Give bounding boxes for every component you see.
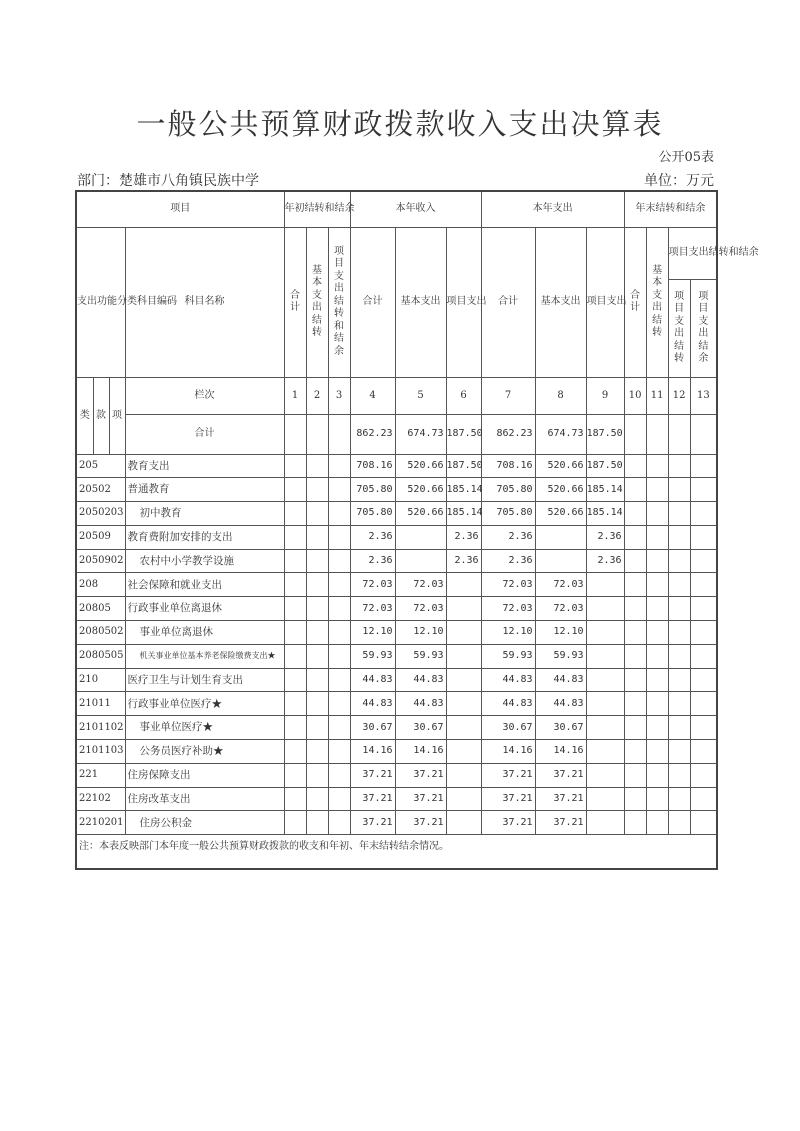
row-name: 住房公积金	[125, 811, 284, 835]
row-expense-total: 37.21	[481, 787, 535, 811]
row-name: 医疗卫生与计划生育支出	[125, 668, 284, 692]
row-name: 农村中小学教学设施	[125, 549, 284, 573]
row-income-basic: 14.16	[395, 740, 446, 764]
row-income-total: 72.03	[350, 597, 395, 621]
header-begin-project-carry: 项目支出结转和结余	[334, 245, 345, 357]
total-expense-total: 862.23	[481, 414, 535, 454]
row-income-project: 185.14	[446, 502, 481, 526]
row-code: 2080505	[76, 644, 125, 668]
table-row	[76, 787, 717, 811]
page-title: 一般公共预算财政拨款收入支出决算表	[136, 107, 664, 141]
row-code: 2101103	[76, 740, 125, 764]
table-row	[76, 621, 717, 645]
row-code: 210	[76, 668, 125, 692]
row-code: 208	[76, 573, 125, 597]
row-expense-basic: 520.66	[535, 454, 586, 478]
department-label: 部门：楚雄市八角镇民族中学	[77, 173, 259, 189]
row-expense-basic: 14.16	[535, 740, 586, 764]
row-expense-total: 37.21	[481, 811, 535, 835]
header-expense-project: 项目支出	[586, 227, 624, 377]
row-income-basic: 44.83	[395, 692, 446, 716]
row-name: 机关事业单位基本养老保险缴费支出★	[125, 644, 284, 668]
row-income-basic: 59.93	[395, 644, 446, 668]
row-income-total: 2.36	[350, 525, 395, 549]
row-expense-basic	[535, 525, 586, 549]
row-income-project	[446, 668, 481, 692]
row-expense-basic: 30.67	[535, 716, 586, 740]
col-num: 10	[624, 377, 646, 414]
row-income-total: 705.80	[350, 478, 395, 502]
row-income-project	[446, 787, 481, 811]
row-expense-basic: 72.03	[535, 573, 586, 597]
row-name: 事业单位离退休	[125, 621, 284, 645]
row-expense-project	[586, 644, 624, 668]
table-row	[76, 502, 717, 526]
row-expense-project	[586, 763, 624, 787]
row-expense-project	[586, 573, 624, 597]
total-expense-basic: 674.73	[535, 414, 586, 454]
row-income-project	[446, 621, 481, 645]
row-income-total: 44.83	[350, 692, 395, 716]
row-income-project	[446, 763, 481, 787]
row-income-total: 44.83	[350, 668, 395, 692]
row-expense-basic: 520.66	[535, 502, 586, 526]
row-income-basic: 37.21	[395, 811, 446, 835]
table-row	[76, 716, 717, 740]
row-code: 2210201	[76, 811, 125, 835]
header-end-project-carry-balance: 项目支出结转和结余	[668, 227, 717, 279]
table-row	[76, 549, 717, 573]
row-expense-basic: 44.83	[535, 692, 586, 716]
row-expense-basic: 520.66	[535, 478, 586, 502]
row-expense-basic	[535, 549, 586, 573]
row-income-total: 705.80	[350, 502, 395, 526]
row-income-total: 37.21	[350, 763, 395, 787]
row-expense-total: 12.10	[481, 621, 535, 645]
row-income-total: 2.36	[350, 549, 395, 573]
row-income-basic: 72.03	[395, 573, 446, 597]
row-expense-total: 705.80	[481, 502, 535, 526]
row-expense-project	[586, 740, 624, 764]
header-end-carryover: 年末结转和结余	[624, 191, 717, 227]
col-num: 9	[586, 377, 624, 414]
row-expense-basic: 37.21	[535, 787, 586, 811]
row-code: 20509	[76, 525, 125, 549]
row-expense-project: 185.14	[586, 502, 624, 526]
table-row	[76, 573, 717, 597]
header-class: 类	[76, 377, 93, 454]
col-num: 13	[690, 377, 717, 414]
row-income-project	[446, 644, 481, 668]
col-num: 12	[668, 377, 690, 414]
row-income-basic: 30.67	[395, 716, 446, 740]
row-income-project: 2.36	[446, 549, 481, 573]
col-num: 7	[481, 377, 535, 414]
row-expense-project	[586, 621, 624, 645]
unit-label: 单位：万元	[644, 173, 714, 189]
row-name: 教育支出	[125, 454, 284, 478]
header-end-project-balance: 项目支出结余	[698, 290, 709, 364]
col-num: 6	[446, 377, 481, 414]
row-income-total: 37.21	[350, 811, 395, 835]
table-row	[76, 597, 717, 621]
row-expense-project	[586, 787, 624, 811]
budget-table	[75, 190, 759, 870]
row-name: 公务员医疗补助★	[125, 740, 284, 764]
row-income-project	[446, 597, 481, 621]
col-num: 4	[350, 377, 395, 414]
header-begin-carryover: 年初结转和结余	[284, 191, 350, 227]
total-expense-project: 187.50	[586, 414, 624, 454]
total-income-project: 187.50	[446, 414, 481, 454]
header-func-code: 支出功能分类科目编码	[76, 227, 125, 377]
header-income-project: 项目支出	[446, 227, 481, 377]
row-income-basic: 37.21	[395, 763, 446, 787]
row-expense-basic: 37.21	[535, 763, 586, 787]
row-income-basic: 44.83	[395, 668, 446, 692]
col-num: 1	[284, 377, 306, 414]
row-income-basic: 12.10	[395, 621, 446, 645]
row-expense-total: 708.16	[481, 454, 535, 478]
row-income-total: 72.03	[350, 573, 395, 597]
table-row	[76, 811, 717, 835]
row-name: 初中教育	[125, 502, 284, 526]
row-income-basic	[395, 549, 446, 573]
row-code: 2101102	[76, 716, 125, 740]
row-expense-basic: 12.10	[535, 621, 586, 645]
row-name: 教育费附加安排的支出	[125, 525, 284, 549]
table-row	[76, 763, 717, 787]
row-expense-total: 705.80	[481, 478, 535, 502]
header-project: 项目	[76, 191, 284, 227]
table-note: 注：本表反映部门本年度一般公共预算财政拨款的收支和年初、年末结转结余情况。	[76, 835, 717, 869]
header-section: 款	[93, 377, 109, 454]
row-expense-project	[586, 597, 624, 621]
row-income-basic: 520.66	[395, 454, 446, 478]
column-number-label: 栏次	[125, 377, 284, 414]
row-income-project	[446, 716, 481, 740]
row-income-total: 30.67	[350, 716, 395, 740]
row-code: 221	[76, 763, 125, 787]
row-expense-total: 14.16	[481, 740, 535, 764]
row-income-basic: 520.66	[395, 478, 446, 502]
header-subject-name: 科目名称	[125, 227, 284, 377]
table-row	[76, 478, 717, 502]
col-num: 2	[306, 377, 328, 414]
row-expense-basic: 72.03	[535, 597, 586, 621]
table-row	[76, 644, 717, 668]
header-income: 本年收入	[350, 191, 481, 227]
header-expense-basic: 基本支出	[535, 227, 586, 377]
row-income-project	[446, 811, 481, 835]
row-name: 行政事业单位医疗★	[125, 692, 284, 716]
header-expense: 本年支出	[481, 191, 624, 227]
row-name: 住房保障支出	[125, 763, 284, 787]
row-name: 普通教育	[125, 478, 284, 502]
header-item: 项	[109, 377, 125, 454]
table-row	[76, 525, 717, 549]
header-end-basic-carry: 基本支出结转	[652, 264, 663, 338]
row-expense-total: 30.67	[481, 716, 535, 740]
row-income-total: 14.16	[350, 740, 395, 764]
row-income-project: 2.36	[446, 525, 481, 549]
row-income-project	[446, 692, 481, 716]
row-expense-total: 44.83	[481, 668, 535, 692]
row-income-total: 12.10	[350, 621, 395, 645]
header-end-total: 合计	[630, 289, 641, 313]
row-income-project	[446, 740, 481, 764]
row-expense-project	[586, 716, 624, 740]
row-name: 事业单位医疗★	[125, 716, 284, 740]
row-code: 205	[76, 454, 125, 478]
row-income-total: 37.21	[350, 787, 395, 811]
total-income-basic: 674.73	[395, 414, 446, 454]
row-income-project: 187.50	[446, 454, 481, 478]
form-number: 公开05表	[658, 150, 714, 165]
row-code: 2080502	[76, 621, 125, 645]
row-code: 2050203	[76, 502, 125, 526]
header-income-total: 合计	[350, 227, 395, 377]
total-row	[76, 414, 717, 454]
total-label: 合计	[125, 414, 284, 454]
row-expense-total: 2.36	[481, 549, 535, 573]
row-code: 20805	[76, 597, 125, 621]
table-row	[76, 668, 717, 692]
row-code: 20502	[76, 478, 125, 502]
row-expense-total: 2.36	[481, 525, 535, 549]
row-expense-project: 2.36	[586, 549, 624, 573]
header-end-project-carry: 项目支出结转	[674, 290, 685, 364]
col-num: 5	[395, 377, 446, 414]
col-num: 8	[535, 377, 586, 414]
header-begin-basic-carry: 基本支出结转	[312, 264, 322, 338]
row-expense-basic: 37.21	[535, 811, 586, 835]
row-expense-total: 72.03	[481, 573, 535, 597]
row-code: 2050902	[76, 549, 125, 573]
header-income-basic: 基本支出	[395, 227, 446, 377]
row-expense-basic: 44.83	[535, 668, 586, 692]
row-income-basic: 72.03	[395, 597, 446, 621]
col-num: 3	[328, 377, 350, 414]
row-name: 住房改革支出	[125, 787, 284, 811]
row-expense-total: 37.21	[481, 763, 535, 787]
row-income-total: 59.93	[350, 644, 395, 668]
col-num: 11	[646, 377, 668, 414]
row-expense-total: 59.93	[481, 644, 535, 668]
row-income-basic	[395, 525, 446, 549]
row-income-project	[446, 573, 481, 597]
row-code: 22102	[76, 787, 125, 811]
row-name: 行政事业单位离退休	[125, 597, 284, 621]
total-income-total: 862.23	[350, 414, 395, 454]
table-row	[76, 740, 717, 764]
row-income-total: 708.16	[350, 454, 395, 478]
row-expense-total: 44.83	[481, 692, 535, 716]
row-expense-project	[586, 692, 624, 716]
header-expense-total: 合计	[481, 227, 535, 377]
row-expense-project: 187.50	[586, 454, 624, 478]
row-income-basic: 37.21	[395, 787, 446, 811]
row-expense-project	[586, 811, 624, 835]
row-expense-project	[586, 668, 624, 692]
header-begin-total: 合计	[290, 289, 300, 313]
table-row	[76, 454, 717, 478]
table-row	[76, 692, 717, 716]
row-expense-basic: 59.93	[535, 644, 586, 668]
row-expense-project: 185.14	[586, 478, 624, 502]
row-name: 社会保障和就业支出	[125, 573, 284, 597]
row-code: 21011	[76, 692, 125, 716]
row-expense-total: 72.03	[481, 597, 535, 621]
row-income-basic: 520.66	[395, 502, 446, 526]
row-expense-project: 2.36	[586, 525, 624, 549]
row-income-project: 185.14	[446, 478, 481, 502]
